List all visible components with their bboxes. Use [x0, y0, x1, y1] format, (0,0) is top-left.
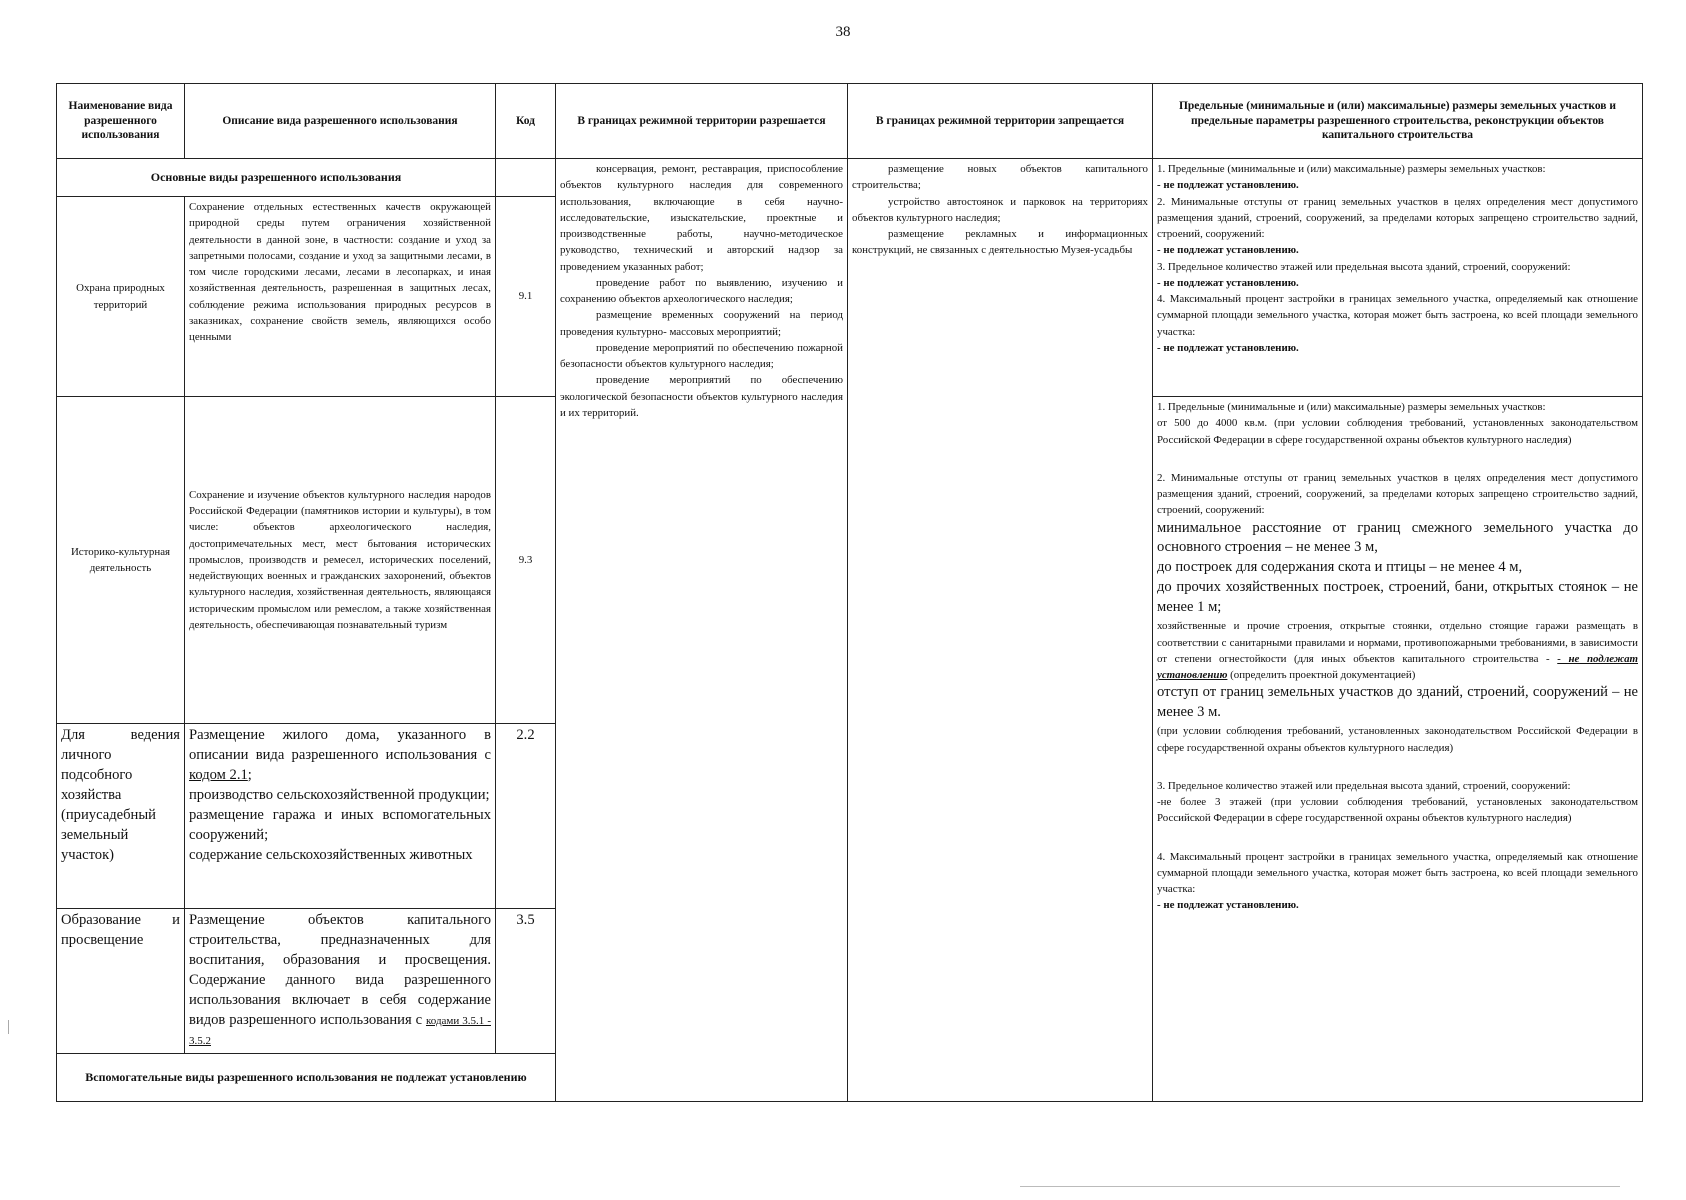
limits-cell-nature — [1153, 159, 1643, 397]
limits-value: до построек для содержания скота и птицы – не менее 4 м, — [1157, 559, 1523, 576]
limits-cell-residential — [1153, 397, 1643, 1102]
row-description: Размещение жилого дома, указанного в описании вида разрешенного использования с кодом 2.1; производство сельскохозяйственной продукции; размещение гаража и иных вспомогательных сооружений; содержание сельскохозяйственных животных — [185, 724, 496, 909]
limits-value: - не подлежат установлению. — [1157, 244, 1299, 257]
row-description: Размещение объектов капитального строительства, предназначенных для воспитания, образования и просвещения. Содержание данного вида разрешенного использования включает в себя содержание видов разрешенного использования с кодами 3.5.1 - 3.5.2 — [185, 909, 496, 1054]
limits-item: 3. Предельное количество этажей или предельная высота зданий, строений, сооружений: — [1157, 779, 1571, 792]
limits-value: - не подлежат установлению. — [1157, 179, 1299, 192]
allowed-item: размещение временных сооружений на период проведения культурно- массовых мероприятий; — [560, 309, 843, 338]
row-name: Для ведения личного подсобного хозяйства (приусадебный земельный участок) — [57, 724, 185, 909]
limits-value: минимальное расстояние от границ смежного земельного участка до основного строения – не менее 3 м, — [1157, 519, 1638, 556]
row-description: Сохранение отдельных естественных качеств окружающей природной среды путем ограничения хозяйственной деятельности в данной зоне, в частности: создание и уход за запретными полосами, создание и уход за защитными лесами, в том числе городскими лесами, лесами в лесопарках, и иная хозяйственная деятельность, разрешенная в защитных лесах, соблюдение режима использования природных ресурсов в заказниках, сохранение свойств земель, являющихся особо ценными — [185, 197, 496, 397]
limits-item: 1. Предельные (минимальные и (или) максимальные) размеры земельных участков: — [1157, 163, 1546, 175]
scan-artifact-line — [1020, 1186, 1620, 1187]
limits-item: 4. Максимальный процент застройки в границах земельного участка, определяемый как отношение суммарной площади земельного участка, которая может быть застроена, ко всей площади земельного участка: — [1157, 293, 1638, 338]
row-name: Охрана природных территорий — [57, 197, 185, 397]
header-allowed: В границах режимной территории разрешается — [556, 84, 848, 159]
limits-item: 2. Минимальные отступы от границ земельных участков в целях определения мест допустимого размещения зданий, строений, сооружений, за пределами которых запрещено строительство задний, строений, сооружений: — [1157, 195, 1638, 240]
forbidden-cell — [848, 159, 1153, 1102]
limits-value: -не более 3 этажей (при условии соблюдения требований, установленых законодательством Российской Федерации в сфере государственной охраны объектов культурного наследия) — [1157, 796, 1638, 825]
limits-value: - не подлежат установлению. — [1157, 899, 1299, 912]
section-main-title: Основные виды разрешенного использования — [57, 159, 496, 197]
limits-item: 3. Предельное количество этажей или предельная высота зданий, строений, сооружений: — [1157, 260, 1571, 273]
row-name: Образование и просвещение — [57, 909, 185, 1054]
forbidden-item: размещение рекламных и информационных конструкций, не связанных с деятельностью Музея-усадьбы — [852, 228, 1148, 257]
allowed-cell — [556, 159, 848, 1102]
limits-value: отступ от границ земельных участков до зданий, строений, сооружений – не менее 3 м. — [1157, 684, 1638, 721]
header-code: Код — [496, 84, 556, 159]
row-code: 2.2 — [496, 724, 556, 909]
limits-value: хозяйственные и прочие строения, открытые стоянки, отдельно стоящие гаражи размещать в соответствии с санитарными правилами и нормами, противопожарными требованиями, в зависимости от степени огнестойкости (для иных объектов капитального строительства - - не подлежат установлению (определить проектной документацией) — [1157, 620, 1638, 682]
limits-value: - не подлежат установлению. — [1157, 341, 1299, 354]
table-header-row — [57, 84, 1643, 159]
header-forbidden: В границах режимной территории запрещается — [848, 84, 1153, 159]
allowed-item: проведение мероприятий по обеспечению экологической безопасности объектов культурного наследия и их территорий. — [560, 374, 843, 419]
limits-value: (при условии соблюдения требований, установленных законодательством Российской Федерации в сфере государственной охраны объектов культурного наследия) — [1157, 725, 1638, 754]
row-name: Историко-культурная деятельность — [57, 397, 185, 724]
header-limits: Предельные (минимальные и (или) максимальные) размеры земельных участков и предельные параметры разрешенного строительства, реконструкции объектов капитального строительства — [1153, 84, 1643, 159]
header-name: Наименование вида разрешенного использования — [57, 84, 185, 159]
allowed-item: проведение работ по выявлению, изучению и сохранению объектов археологического наследия; — [560, 276, 843, 305]
scan-artifact-mark — [8, 1020, 9, 1034]
forbidden-item: устройство автостоянок и парковок на территориях объектов культурного наследия; — [852, 195, 1148, 224]
limits-value: до прочих хозяйственных построек, строений, бани, открытых стоянок – не менее 1 м; — [1157, 579, 1638, 616]
row-code: 9.3 — [496, 397, 556, 724]
limits-item: 2. Минимальные отступы от границ земельных участков в целях определения мест допустимого размещения зданий, строений, сооружений, за пределами которых запрещено строительство задний, строений, сооружений: — [1157, 471, 1638, 517]
section-aux-title: Вспомогательные виды разрешенного использования не подлежат установлению — [57, 1053, 556, 1101]
limits-item: 4. Максимальный процент застройки в границах земельного участка, определяемый как отношение суммарной площади земельного участка, которая может быть застроена, ко всей площади земельного участка: — [1157, 850, 1638, 896]
header-description: Описание вида разрешенного использования — [185, 84, 496, 159]
row-code: 9.1 — [496, 197, 556, 397]
page-number: 38 — [835, 24, 851, 40]
limits-item: 1. Предельные (минимальные и (или) максимальные) размеры земельных участков: — [1157, 401, 1546, 413]
land-use-table — [56, 83, 1643, 1102]
table-row — [57, 159, 1643, 197]
limits-value: - не подлежат установлению. — [1157, 276, 1299, 289]
row-code: 3.5 — [496, 909, 556, 1054]
allowed-item: консервация, ремонт, реставрация, приспособление объектов культурного наследия для современного использования, включающие в себя научно-исследовательские, изыскательские, проектные и производственные работы, научно-методическое руководство, технический и авторский надзор за проведением указанных работ; — [560, 163, 843, 273]
allowed-item: проведение мероприятий по обеспечению пожарной безопасности объектов культурного наследия; — [560, 341, 843, 370]
forbidden-item: размещение новых объектов капитального строительства; — [852, 163, 1148, 192]
row-description: Сохранение и изучение объектов культурного наследия народов Российской Федерации (памятников истории и культуры), в том числе: объектов археологического наследия, достопримечательных мест, мест бытования исторических промыслов, производств и ремесел, исторических поселений, недействующих военных и гражданских захоронений, объектов культурного наследия, хозяйственная деятельность, являющаяся историческим промыслом или ремеслом, а также хозяйственная деятельность, обеспечивающая познавательный туризм — [185, 397, 496, 724]
limits-value: от 500 до 4000 кв.м. (при условии соблюдения требований, установленных законодательством Российской Федерации в сфере государственной охраны объектов культурного наследия) — [1157, 417, 1638, 446]
